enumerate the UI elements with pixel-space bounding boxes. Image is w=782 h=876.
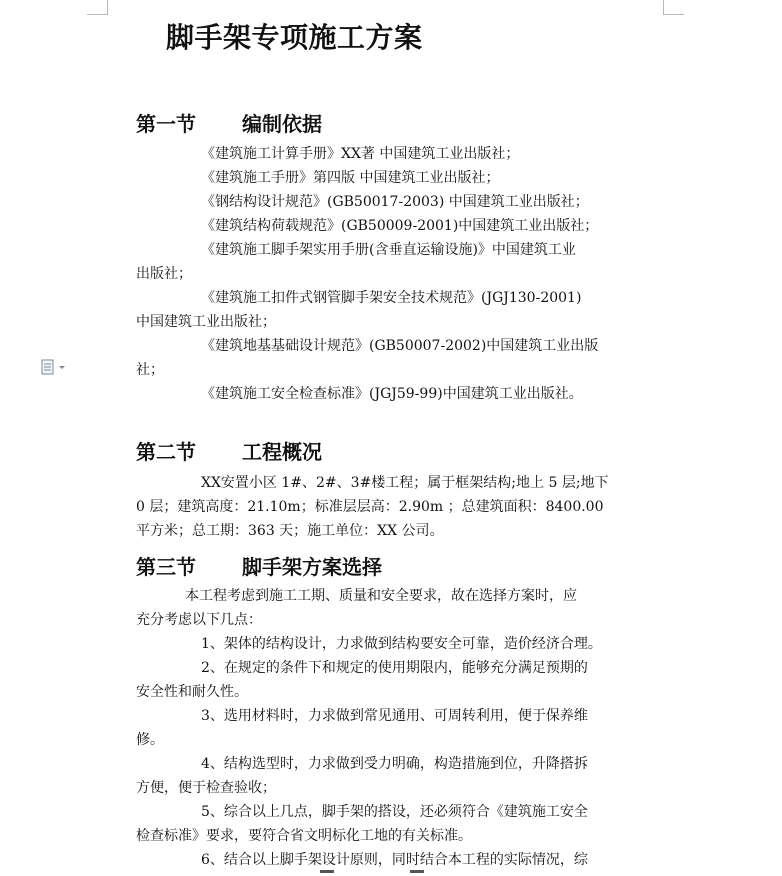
page-break-mark (410, 870, 424, 873)
section-title: 编制依据 (242, 112, 322, 136)
paragraph-line: XX安置小区 1#、2#、3#楼工程；属于框架结构;地上 5 层;地下 (201, 475, 609, 491)
paragraph-line: 《建筑施工计算手册》XX著 中国建筑工业出版社； (201, 146, 520, 162)
paragraph-line: 充分考虑以下几点： (136, 612, 262, 628)
paragraph-line: 0 层；建筑高度：21.10m；标准层层高：2.90m ；总建筑面积：8400.00 (136, 499, 604, 515)
paragraph-line: 《建筑施工扣件式钢管脚手架安全技术规范》(JGJ130-2001) (201, 290, 582, 306)
page-corner-mark-right (663, 0, 684, 15)
paragraph-line: 修。 (136, 732, 164, 748)
page-break-mark (320, 870, 334, 873)
paragraph-line: 《钢结构设计规范》(GB50017-2003) 中国建筑工业出版社； (201, 194, 589, 210)
paragraph-line: 4、结构选型时，力求做到受力明确，构造措施到位，升降搭拆 (201, 756, 588, 772)
paragraph-line: 本工程考虑到施工工期、质量和安全要求，故在选择方案时，应 (185, 588, 577, 604)
section-title: 工程概况 (242, 440, 322, 464)
page-bottom-marks (0, 870, 782, 876)
section-number: 第一节 (136, 112, 196, 136)
paragraph-line: 《建筑施工手册》第四版 中国建筑工业出版社； (201, 170, 500, 186)
section-title: 脚手架方案选择 (242, 555, 382, 579)
paragraph-line: 5、综合以上几点，脚手架的搭设，还必须符合《建筑施工安全 (201, 804, 588, 820)
paragraph-line: 《建筑施工安全检查标准》(JGJ59-99)中国建筑工业出版社。 (201, 386, 583, 402)
paragraph-line: 平方米；总工期：363 天；施工单位：XX 公司。 (136, 523, 444, 539)
paragraph-line: 出版社； (136, 266, 192, 282)
document-options-icon[interactable] (40, 358, 70, 376)
paragraph-line: 2、在规定的条件下和规定的使用期限内，能够充分满足预期的 (201, 660, 588, 676)
section-heading-1 (136, 108, 322, 137)
paragraph-line: 《建筑地基基础设计规范》(GB50007-2002)中国建筑工业出版 (201, 338, 599, 354)
section-number: 第二节 (136, 440, 196, 464)
paragraph-line: 1、架体的结构设计，力求做到结构要安全可靠，造价经济合理。 (201, 636, 602, 652)
section-heading-3 (136, 551, 382, 580)
paragraph-line: 《建筑施工脚手架实用手册(含垂直运输设施)》中国建筑工业 (201, 242, 576, 258)
section-heading-2 (136, 436, 322, 465)
paragraph-line: 中国建筑工业出版社； (136, 314, 276, 330)
paragraph-line: 检查标准》要求，要符合省文明标化工地的有关标准。 (136, 828, 472, 844)
paragraph-line: 《建筑结构荷载规范》(GB50009-2001)中国建筑工业出版社； (201, 218, 599, 234)
paragraph-line: 方便，便于检查验收； (136, 780, 276, 796)
document-title: 脚手架专项施工方案 (166, 21, 423, 54)
section-number: 第三节 (136, 555, 196, 579)
paragraph-line: 社； (136, 362, 164, 378)
paragraph-line: 3、选用材料时，力求做到常见通用、可周转利用，便于保养维 (201, 708, 588, 724)
paragraph-line: 6、结合以上脚手架设计原则，同时结合本工程的实际情况，综 (201, 852, 588, 868)
page-corner-mark-left (87, 0, 108, 15)
paragraph-line: 安全性和耐久性。 (136, 684, 248, 700)
